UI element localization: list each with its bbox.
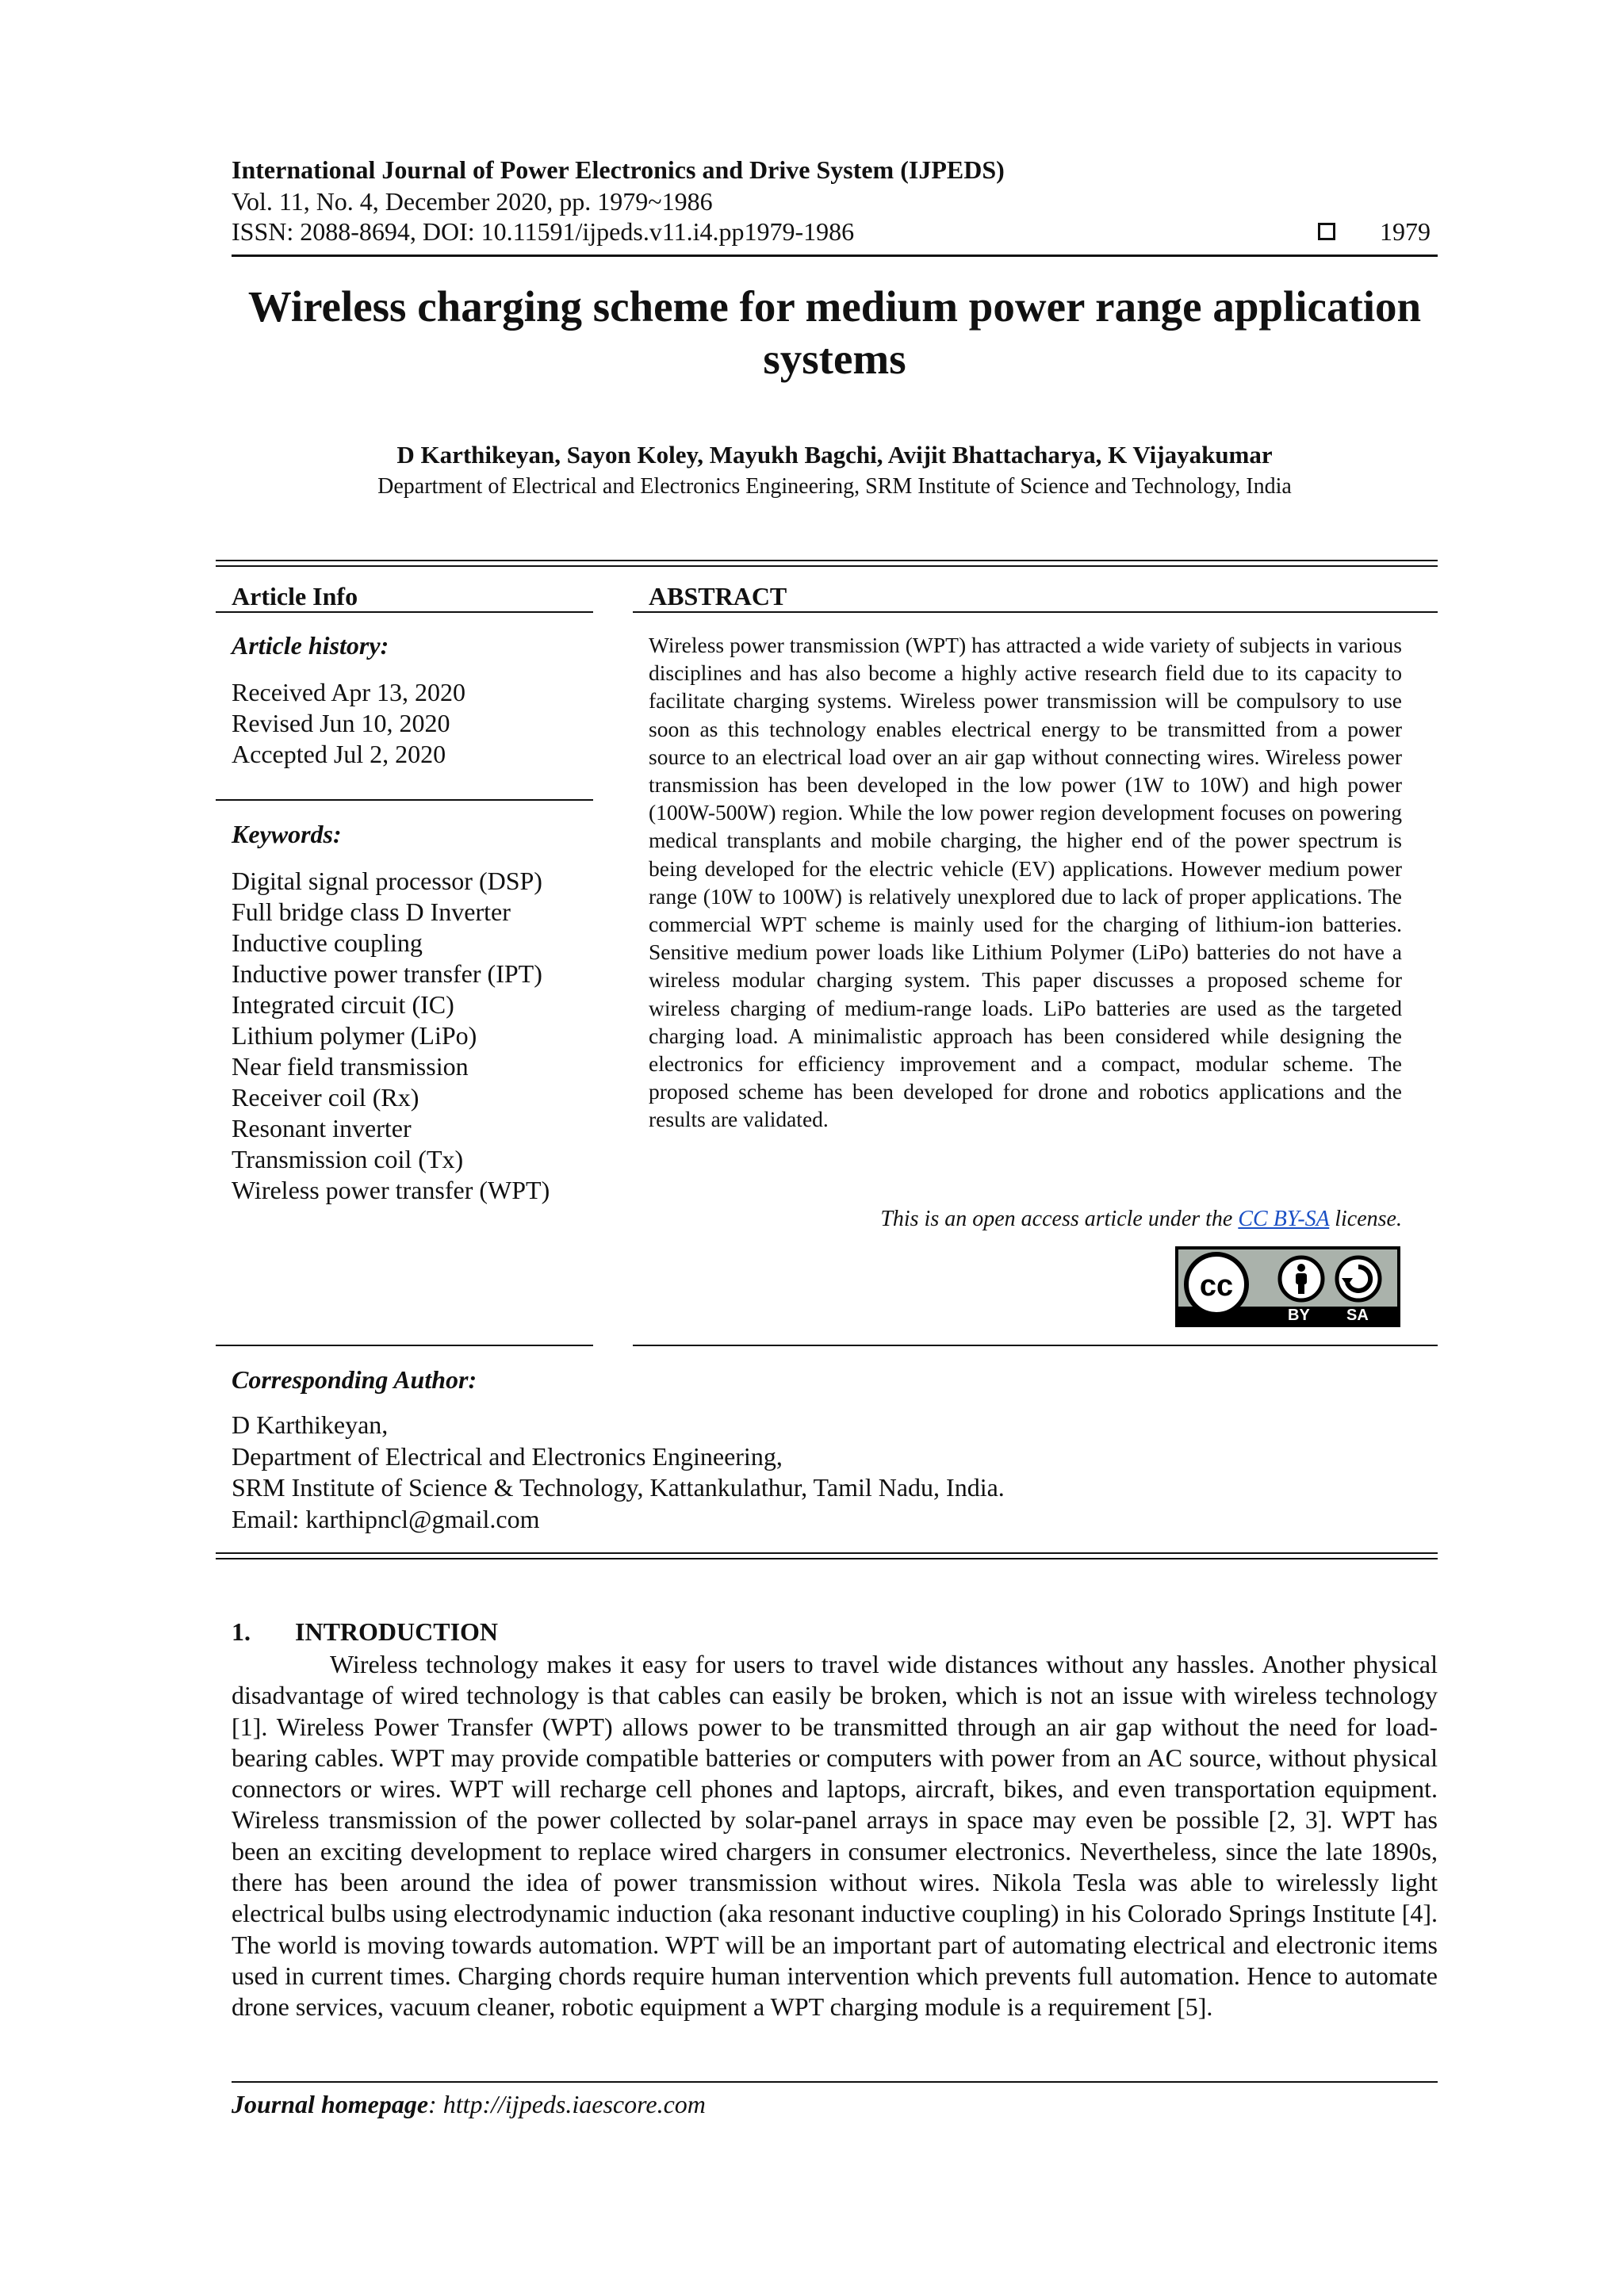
history-received: Received Apr 13, 2020 (232, 678, 466, 706)
cc-by-sa-link[interactable]: CC BY-SA (1238, 1207, 1330, 1231)
keyword-item: Integrated circuit (IC) (232, 990, 454, 1019)
section-title: INTRODUCTION (295, 1617, 499, 1646)
keyword-item: Lithium polymer (LiPo) (232, 1021, 477, 1050)
corresponding-author-details (232, 1410, 1005, 1535)
keyword-item: Wireless power transfer (WPT) (232, 1176, 550, 1204)
article-info-heading: Article Info (232, 582, 358, 610)
share-alike-icon (1334, 1254, 1383, 1303)
keyword-item: Near field transmission (232, 1052, 469, 1081)
info-bottom-rule-left (216, 1345, 593, 1346)
homepage-url[interactable]: : http://ijpeds.iaescore.com (428, 2090, 706, 2118)
abstract-body: Wireless power transmission (WPT) has attracted a wide variety of subjects in various disciplines and has also become a highly active research field due to its capacity to facilitate charging systems. Wireless power transmission will be compulsory to use soon as this technology enables electrical energy to be transmitted from a power source to an electrical load over an air gap without connecting wires. Wireless power transmission has been developed in the low power (1W to 10W) and high power (100W-500W) region. While the low power region development focuses on powering medical transplants and mobile charging, the higher end of the power spectrum is being developed for the electric vehicle (EV) applications. However medium power range (10W to 100W) is relatively unexplored due to lack of proper applications. The commercial WPT scheme is mainly used for the charging of lithium-ion batteries. Sensitive medium power loads like Lithium Polymer (LiPo) batteries do not have a wireless modular charging system. This paper discusses a proposed scheme for wireless charging of medium-range loads. LiPo batteries are used as the targeted charging load. A minimalistic approach has been considered while designing the electronics for efficiency improvement and a compact, modular scheme. The proposed scheme has been developed for drone and robotics applications and the results are validated. (649, 633, 1402, 1132)
introduction-paragraph: Wireless technology makes it easy for users to travel wide distances without any hassles. Another physical disadvantage of wired technology is that cables can easily be broken, which is not an issue with wireless technology [1]. Wireless Power Transfer (WPT) allows power to be transmitted through an air gap without the need for load-bearing cables. WPT may provide compatible batteries or computers with power from an AC source, without physical connectors or wires. WPT will recharge cell phones and laptops, aircraft, bikes, and even transportation equipment. Wireless transmission of the power collected by solar-panel arrays in space may even be possible [2, 3]. WPT has been an exciting development to replace wired chargers in consumer electronics. Nevertheless, since the late 1890s, there has been around the idea of power transmission without wires. Nikola Tesla was able to wirelessly light electrical bulbs using electrodynamic induction (aka resonant inductive coupling) in his Colorado Springs Institute [4]. The world is moving towards automation. WPT will be an important part of automating electrical and electronic items used in current times. Charging chords require human intervention which prevents full automation. Hence to automate drone services, vacuum cleaner, robotic equipment a WPT charging module is a requirement [5]. (232, 1650, 1438, 2022)
keyword-item: Inductive power transfer (IPT) (232, 959, 542, 988)
abstract-heading: ABSTRACT (649, 582, 787, 610)
article-history-heading: Article history: (232, 631, 389, 660)
info-bottom-rule-right (633, 1345, 1438, 1346)
keyword-item: Resonant inverter (232, 1114, 412, 1142)
info-end-rule (216, 1552, 1438, 1559)
author-department: Department of Electrical and Electronics Engineering, (232, 1441, 783, 1471)
keywords-list (232, 866, 550, 1206)
journal-name: International Journal of Power Electronics and Drive System (IJPEDS) (232, 155, 1005, 184)
corresponding-author-heading: Corresponding Author: (232, 1365, 477, 1394)
author-institute: SRM Institute of Science & Technology, Kattankulathur, Tamil Nadu, India. (232, 1473, 1005, 1502)
keyword-item: Transmission coil (Tx) (232, 1145, 464, 1173)
keyword-item: Inductive coupling (232, 928, 423, 957)
info-top-rule (216, 560, 1438, 567)
cc-badge-by-label: BY (1288, 1307, 1310, 1324)
license-text-pre: This is an open access article under the (880, 1207, 1239, 1231)
license-statement (649, 1207, 1402, 1232)
paper-title (232, 281, 1438, 385)
journal-volume: Vol. 11, No. 4, December 2020, pp. 1979~1986 (232, 187, 713, 216)
license-text-post: license. (1329, 1207, 1402, 1231)
page-box-icon (1318, 223, 1335, 240)
paper-title-line2: systems (763, 335, 906, 383)
homepage-label: Journal homepage (232, 2090, 429, 2118)
cc-by-sa-badge[interactable] (1175, 1246, 1400, 1327)
affiliation: Department of Electrical and Electronics Engineering, SRM Institute of Science and Technology, India (377, 474, 1292, 499)
section-number: 1. (232, 1617, 251, 1646)
footer-rule (232, 2081, 1438, 2083)
article-history-list (232, 677, 465, 770)
author-name: D Karthikeyan, (232, 1410, 389, 1439)
keyword-item: Receiver coil (Rx) (232, 1083, 419, 1112)
keywords-heading: Keywords: (232, 820, 342, 848)
journal-homepage (232, 2090, 706, 2119)
author-email: Email: karthipncl@gmail.com (232, 1504, 540, 1533)
keywords-rule (216, 799, 593, 801)
svg-text:cc: cc (1199, 1269, 1234, 1303)
header-rule (232, 254, 1438, 257)
keyword-item: Digital signal processor (DSP) (232, 867, 542, 895)
abstract-rule (633, 611, 1438, 613)
history-accepted: Accepted Jul 2, 2020 (232, 740, 446, 768)
section-heading-introduction (232, 1617, 498, 1647)
page-number: 1979 (1380, 217, 1431, 246)
cc-badge-sa-label: SA (1346, 1307, 1369, 1324)
paper-title-line1: Wireless charging scheme for medium power range application (247, 282, 1422, 331)
article-info-rule (216, 611, 593, 613)
journal-issn-doi: ISSN: 2088-8694, DOI: 10.11591/ijpeds.v11.i4.pp1979-1986 (232, 217, 855, 246)
cc-badge-labels (1175, 1307, 1400, 1326)
author-list: D Karthikeyan, Sayon Koley, Mayukh Bagchi, Avijit Bhattacharya, K Vijayakumar (396, 441, 1273, 469)
history-revised: Revised Jun 10, 2020 (232, 709, 450, 737)
keyword-item: Full bridge class D Inverter (232, 897, 511, 926)
attribution-icon (1277, 1254, 1326, 1303)
